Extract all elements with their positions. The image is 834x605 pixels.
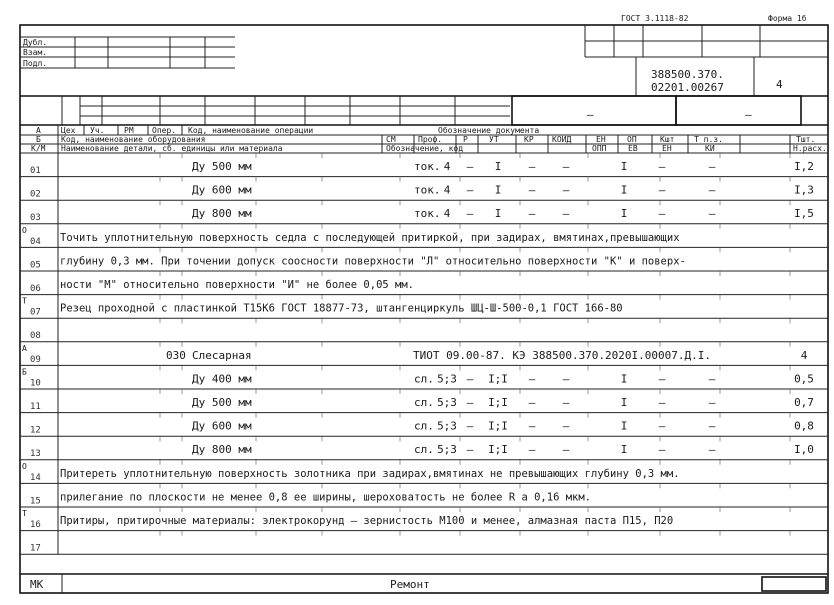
cell-koid: – <box>562 183 570 197</box>
side-label-block <box>20 37 235 68</box>
row-letter-mark: Т <box>22 296 27 306</box>
row-instruction-text: глубину 0,3 мм. При точении допуск соосности поверхности "Л" относительно поверхности "К" и поверх- <box>60 255 686 268</box>
cell-tsht: I,3 <box>794 183 814 197</box>
part-size: Ду 800 мм <box>192 207 252 221</box>
row-instruction-text: Притереть уплотнительную поверхность золотника при задирах,вмятинах не превышающих глубину 0,3 мм. <box>60 467 680 480</box>
operation-name: Слесарная <box>192 348 252 362</box>
part-size: Ду 800 мм <box>192 443 252 457</box>
cell-koid: – <box>562 159 570 173</box>
cell-r: – <box>466 419 474 433</box>
part-size: Ду 500 мм <box>192 395 252 409</box>
head-b-r: Р <box>463 135 468 144</box>
head-a-oper: Опер. <box>152 126 177 135</box>
cell-ut: I <box>494 159 502 173</box>
doc-number-line-1: 388500.370. <box>651 68 724 81</box>
head-a-rm: РМ <box>124 126 134 135</box>
head-b-ut: УТ <box>489 135 499 144</box>
cell-kr: – <box>528 159 536 173</box>
cell-ut: I;I <box>488 419 508 433</box>
head-k-code: Обозначение, код <box>386 144 464 153</box>
head-a-cekh: Цех <box>61 126 76 135</box>
cell-cm: сл. <box>414 419 434 433</box>
doc-number-box <box>20 57 828 96</box>
cell-cm: ток. <box>414 159 441 173</box>
head-b-cm: СМ <box>386 135 396 144</box>
cell-prof: 5;3 <box>437 419 457 433</box>
cell-cm: сл. <box>414 443 434 457</box>
cell-koid: – <box>562 419 570 433</box>
row-number: 10 <box>30 378 41 389</box>
cell-ksht: – <box>658 395 666 409</box>
cell-r: – <box>466 159 474 173</box>
row-number: 17 <box>30 543 41 554</box>
cell-prof: 4 <box>443 207 451 221</box>
cell-ksht: – <box>658 443 666 457</box>
gost-standard: ГОСТ 3.1118-82 <box>621 14 689 23</box>
cell-tsht: I,0 <box>794 443 814 457</box>
cell-koid: – <box>562 207 570 221</box>
cell-kr: – <box>528 419 536 433</box>
head-b-prof: Проф. <box>418 135 443 144</box>
cell-kr: – <box>528 372 536 386</box>
cell-ut: I;I <box>488 443 508 457</box>
cell-r: – <box>466 443 474 457</box>
cell-kr: – <box>528 207 536 221</box>
head-k-material: Наименование детали, сб. единицы или материала <box>61 144 283 153</box>
row-letter-mark: О <box>22 461 27 471</box>
cell-prof: 5;3 <box>437 443 457 457</box>
cell-koid: – <box>562 372 570 386</box>
part-size: Ду 600 мм <box>192 419 252 433</box>
label-podl: Подл. <box>23 59 48 68</box>
cell-op: I <box>620 207 628 221</box>
head-a-opname: Код, наименование операции <box>188 126 314 135</box>
row-b-letter: Б <box>36 135 41 144</box>
dash-mark-2: – <box>745 108 752 121</box>
row-letter-mark: А <box>22 343 27 353</box>
row-number: 13 <box>30 449 41 460</box>
sheet-number: 4 <box>776 78 783 91</box>
cell-prof: 4 <box>443 183 451 197</box>
cell-op: I <box>620 419 628 433</box>
row-number: 12 <box>30 425 41 436</box>
row-number: 15 <box>30 496 41 507</box>
part-size: Ду 500 мм <box>192 159 252 173</box>
head-a-uch: Уч. <box>90 126 105 135</box>
footer-strip <box>20 574 828 593</box>
row-instruction-text: Резец проходной с пластинкой Т15К6 ГОСТ 18877-73, штангенциркуль ШЦ-Ш-500-0,1 ГОСТ 166-80 <box>60 302 623 315</box>
row-number: 05 <box>30 260 41 271</box>
head-k-ev: ЕВ <box>628 144 638 153</box>
row-instruction-text: прилегание по плоскости не менее 0,8 ее ширины, шероховатость не более R а 0,16 мкм. <box>60 491 592 504</box>
row-number: 06 <box>30 283 41 294</box>
cell-op: I <box>620 395 628 409</box>
row-a-letter: А <box>36 126 41 135</box>
footer-code: МК <box>30 578 44 591</box>
cell-ut: I <box>494 183 502 197</box>
operation-number: 030 <box>166 348 186 362</box>
row-number: 07 <box>30 307 41 318</box>
head-b-op: ОП <box>627 135 637 144</box>
head-b-tsht: Тшт. <box>796 135 816 144</box>
row-number: 04 <box>30 236 41 247</box>
cell-kr: – <box>528 443 536 457</box>
head-a-docref: Обозначение документа <box>438 126 540 135</box>
head-b-kr: КР <box>524 135 534 144</box>
head-k-en: ЕН <box>662 144 672 153</box>
cell-ut: I <box>494 207 502 221</box>
cell-prof: 5;3 <box>437 395 457 409</box>
row-number: 16 <box>30 519 41 530</box>
column-header-block <box>20 125 828 153</box>
head-k-ki: КИ <box>705 144 715 153</box>
cell-cm: сл. <box>414 395 434 409</box>
cell-tpz: – <box>708 419 716 433</box>
head-b-tpz: Т п.з. <box>694 135 723 144</box>
cell-tpz: – <box>708 159 716 173</box>
cell-tpz: – <box>708 183 716 197</box>
footer-title: Ремонт <box>390 578 430 591</box>
cell-tsht: I,2 <box>794 159 814 173</box>
stamp-grid <box>585 25 828 57</box>
cell-op: I <box>620 372 628 386</box>
cell-r: – <box>466 207 474 221</box>
row-number: 01 <box>30 165 41 176</box>
cell-cm: ток. <box>414 207 441 221</box>
row-number: 11 <box>30 401 41 412</box>
signature-grid <box>20 96 828 125</box>
cell-tsht: I,5 <box>794 207 814 221</box>
cell-r: – <box>466 395 474 409</box>
cell-ksht: – <box>658 419 666 433</box>
form-number: Форма 1б <box>768 14 807 23</box>
row-instruction-text: Притиры, притирочные материалы: электрокорунд – зернистость М100 и менее, алмазная паста П15, П20 <box>60 514 674 527</box>
cell-r: – <box>466 183 474 197</box>
row-number: 14 <box>30 472 41 483</box>
cell-ksht: – <box>658 159 666 173</box>
row-number: 09 <box>30 354 41 365</box>
operation-doc-reference: ТИОТ 09.00-87. КЭ 388500.370.2020I.00007.Д.I. <box>413 348 712 362</box>
cell-koid: – <box>562 395 570 409</box>
route-rows <box>20 153 828 554</box>
head-b-equipment: Код, наименование оборудования <box>61 135 206 144</box>
row-number: 02 <box>30 189 41 200</box>
dash-mark-1: – <box>587 108 594 121</box>
operation-sheet-value: 4 <box>800 348 808 362</box>
cell-prof: 5;3 <box>437 372 457 386</box>
row-k-letter: К/М <box>31 144 46 153</box>
row-letter-mark: О <box>22 225 27 235</box>
head-k-nrash: Н.расх. <box>793 144 827 153</box>
cell-ksht: – <box>658 372 666 386</box>
cell-ut: I;I <box>488 372 508 386</box>
cell-ksht: – <box>658 183 666 197</box>
doc-number-line-2: 02201.00267 <box>651 81 724 94</box>
cell-r: – <box>466 372 474 386</box>
head-k-opp: ОПП <box>592 144 607 153</box>
cell-cm: сл. <box>414 372 434 386</box>
cell-prof: 4 <box>443 159 451 173</box>
cell-tsht: 0,8 <box>794 419 814 433</box>
label-vzam: Взам. <box>23 48 48 57</box>
cell-tsht: 0,5 <box>794 372 814 386</box>
head-b-en: ЕН <box>596 135 606 144</box>
row-letter-mark: Б <box>22 367 27 377</box>
cell-op: I <box>620 443 628 457</box>
row-instruction-text: ности "М" относительно поверхности "И" не более 0,05 мм. <box>60 278 415 291</box>
route-row <box>20 318 828 342</box>
cell-tpz: – <box>708 395 716 409</box>
cell-tsht: 0,7 <box>794 395 814 409</box>
cell-cm: ток. <box>414 183 441 197</box>
cell-kr: – <box>528 395 536 409</box>
cell-ut: I;I <box>488 395 508 409</box>
row-instruction-text: Точить уплотнительную поверхность седла с последующей притиркой, при задирах, вмятинах,превышающих <box>60 231 680 244</box>
cell-tpz: – <box>708 443 716 457</box>
cell-koid: – <box>562 443 570 457</box>
cell-ksht: – <box>658 207 666 221</box>
cell-op: I <box>620 183 628 197</box>
row-number: 08 <box>30 331 41 342</box>
part-size: Ду 600 мм <box>192 183 252 197</box>
part-size: Ду 400 мм <box>192 372 252 386</box>
cell-op: I <box>620 159 628 173</box>
route-row <box>20 531 828 555</box>
cell-tpz: – <box>708 207 716 221</box>
cell-tpz: – <box>708 372 716 386</box>
row-letter-mark: Т <box>22 509 27 518</box>
row-number: 03 <box>30 213 41 224</box>
head-b-koid: КОИД <box>552 135 572 144</box>
label-dubl: Дубл. <box>23 38 48 47</box>
head-b-ksht: Кшт <box>660 135 675 144</box>
cell-kr: – <box>528 183 536 197</box>
